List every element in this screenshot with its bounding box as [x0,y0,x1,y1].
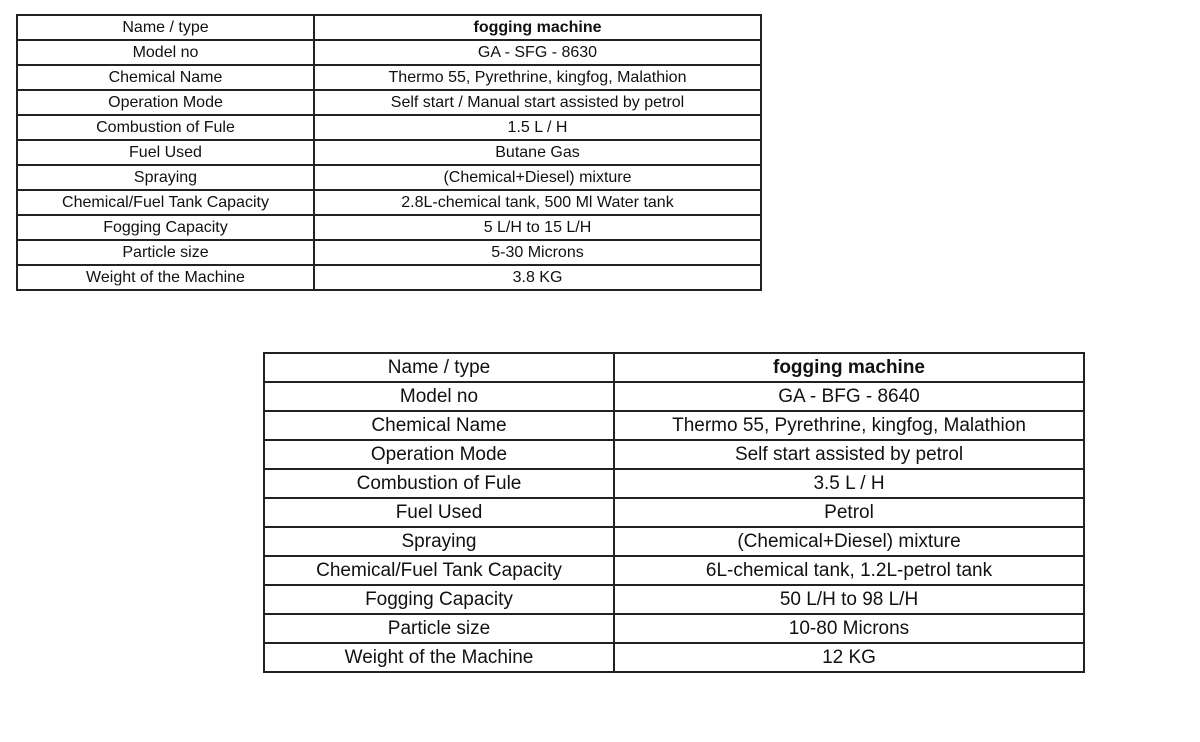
row-value: fogging machine [614,353,1084,382]
row-label: Particle size [17,240,314,265]
row-value: GA - SFG - 8630 [314,40,761,65]
table-row [17,265,761,290]
table-row [17,240,761,265]
row-value: 2.8L-chemical tank, 500 Ml Water tank [314,190,761,215]
row-value: Butane Gas [314,140,761,165]
row-label: Fogging Capacity [17,215,314,240]
table-row [17,190,761,215]
row-value: Petrol [614,498,1084,527]
row-value: (Chemical+Diesel) mixture [614,527,1084,556]
spec-table-bfg-8640 [263,352,1085,673]
row-label: Particle size [264,614,614,643]
row-value: 6L-chemical tank, 1.2L-petrol tank [614,556,1084,585]
row-label: Name / type [17,15,314,40]
table-row [17,165,761,190]
row-value: 12 KG [614,643,1084,672]
table-row [264,498,1084,527]
table-row [264,643,1084,672]
table-row [264,556,1084,585]
row-value: (Chemical+Diesel) mixture [314,165,761,190]
row-value: 5 L/H to 15 L/H [314,215,761,240]
row-label: Model no [264,382,614,411]
row-value: 5-30 Microns [314,240,761,265]
row-label: Combustion of Fule [17,115,314,140]
row-value: 1.5 L / H [314,115,761,140]
row-value: fogging machine [314,15,761,40]
row-label: Model no [17,40,314,65]
row-value: Thermo 55, Pyrethrine, kingfog, Malathion [614,411,1084,440]
row-label: Spraying [17,165,314,190]
row-label: Operation Mode [17,90,314,115]
table-row [264,614,1084,643]
row-label: Name / type [264,353,614,382]
row-label: Spraying [264,527,614,556]
table-row [264,585,1084,614]
spec-table-body [17,15,761,290]
row-value: GA - BFG - 8640 [614,382,1084,411]
table-row [17,215,761,240]
table-row [17,40,761,65]
row-value: Self start assisted by petrol [614,440,1084,469]
row-label: Chemical Name [17,65,314,90]
row-label: Fuel Used [264,498,614,527]
table-row [264,382,1084,411]
row-value: Thermo 55, Pyrethrine, kingfog, Malathion [314,65,761,90]
row-label: Combustion of Fule [264,469,614,498]
table-row [17,15,761,40]
table-row [264,440,1084,469]
table-row [264,469,1084,498]
row-value: 10-80 Microns [614,614,1084,643]
table-row [17,65,761,90]
row-value: 3.5 L / H [614,469,1084,498]
spec-table-body [264,353,1084,672]
row-label: Chemical/Fuel Tank Capacity [264,556,614,585]
row-label: Chemical Name [264,411,614,440]
spec-table-sfg-8630 [16,14,762,291]
row-value: Self start / Manual start assisted by petrol [314,90,761,115]
table-row [264,527,1084,556]
table-row [264,353,1084,382]
row-label: Weight of the Machine [264,643,614,672]
row-value: 50 L/H to 98 L/H [614,585,1084,614]
row-label: Fuel Used [17,140,314,165]
table-row [17,90,761,115]
row-label: Operation Mode [264,440,614,469]
row-label: Chemical/Fuel Tank Capacity [17,190,314,215]
table-row [17,140,761,165]
row-label: Weight of the Machine [17,265,314,290]
table-row [264,411,1084,440]
row-label: Fogging Capacity [264,585,614,614]
row-value: 3.8 KG [314,265,761,290]
table-row [17,115,761,140]
